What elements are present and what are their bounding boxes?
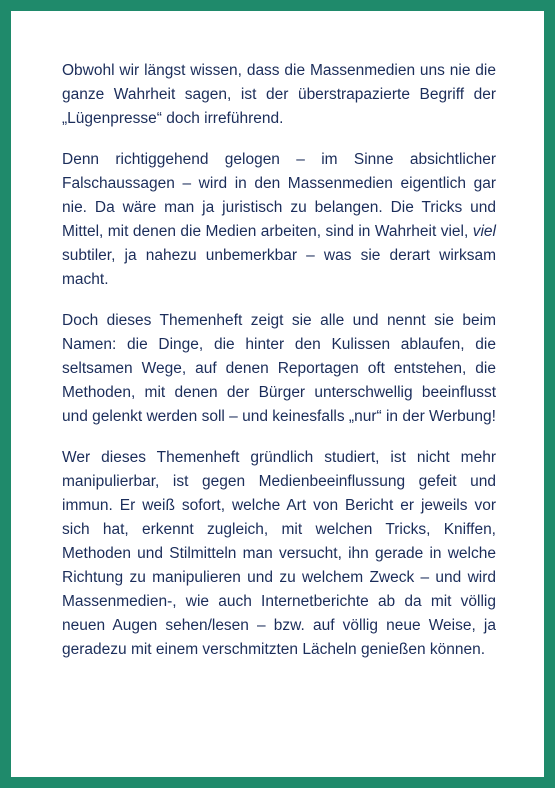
paragraph-2 bbox=[62, 148, 496, 292]
paragraph-3: Doch dieses Themenheft zeigt sie alle und nennt sie beim Namen: die Dinge, die hinter den Kulissen ablaufen, die seltsamen Wege, auf denen Reportagen oft entstehen, die Methoden, mit denen der Bürger unterschwellig beeinflusst und gelenkt werden soll – und keinesfalls „nur“ in der Werbung! bbox=[62, 312, 496, 425]
body-text bbox=[62, 59, 496, 662]
page-panel bbox=[11, 11, 544, 777]
paragraph-2-emphasis: viel bbox=[472, 223, 496, 240]
paragraph-4: Wer dieses Themenheft gründlich studiert, ist nicht mehr manipulierbar, ist gegen Medienbeeinflussung gefeit und immun. Er weiß sofort, welche Art von Bericht er jeweils vor sich hat, erkennt zugleich, mit welchen Tricks, Kniffen, Methoden und Stilmitteln man versucht, ihn gerade in welche Richtung zu manipulieren und zu welchem Zweck – und wird Massenmedien-, wie auch Internetberichte ab da mit völlig neuen Augen sehen/lesen – bzw. auf völlig neue Weise, ja geradezu mit einem verschmitzten Lächeln genießen können. bbox=[62, 449, 496, 658]
paragraph-2-text-end: subtiler, ja nahezu unbemerkbar – was sie derart wirksam macht. bbox=[62, 247, 496, 288]
paragraph-2-text-start: Denn richtiggehend gelogen – im Sinne absichtlicher Falschaussagen – wird in den Massenmedien eigentlich gar nie. Da wäre man ja juristisch zu belangen. Die Tricks und Mittel, mit denen die Medien arbeiten, sind in Wahrheit viel, bbox=[62, 151, 496, 240]
paragraph-1: Obwohl wir längst wissen, dass die Massenmedien uns nie die ganze Wahrheit sagen, ist der überstrapazierte Begriff der „Lügenpresse“ doch irreführend. bbox=[62, 62, 496, 127]
